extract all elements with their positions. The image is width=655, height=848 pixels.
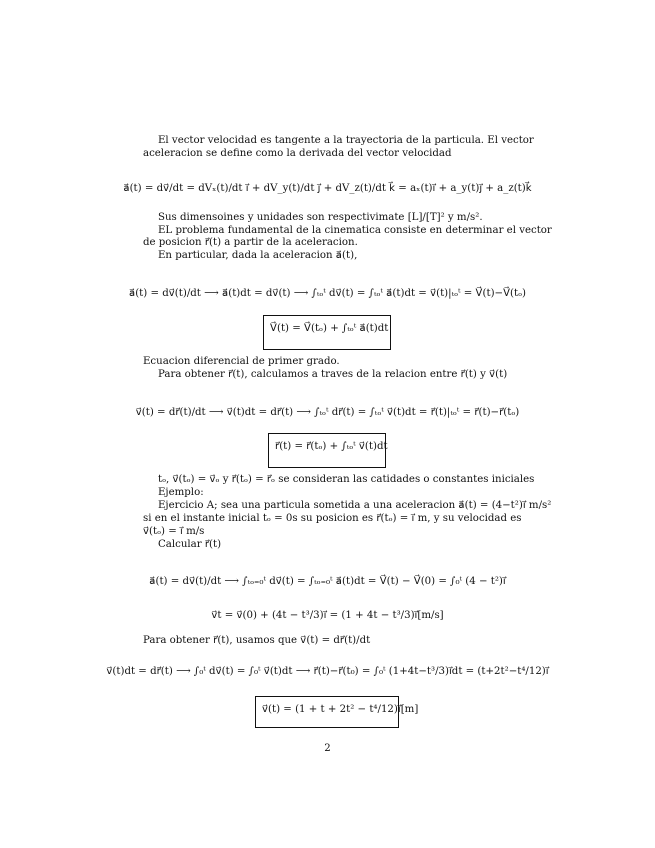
paragraph-line: de posicion r⃗(t) a partir de la aceleracion. [143,237,358,248]
paragraph-line: Para obtener r⃗(t), calculamos a traves de la relacion entre r⃗(t) y v⃗(t) [158,369,508,380]
page-number: 2 [324,743,331,754]
boxed-velocity-formula: V⃗(t) = V⃗(tₒ) + ∫ₜₒᵗ a⃗(t)dt [263,315,391,350]
paragraph-line: Ejemplo: [158,487,204,498]
equation-position-integral: v⃗(t) = dr⃗(t)/dt ⟶ v⃗(t)dt = dr⃗(t) ⟶ ∫ₜₒᵗ dr⃗(t) = ∫ₜₒᵗ v⃗(t)dt = r⃗(t)|ₜₒᵗ = r⃗(t)−r⃗(tₒ) [135,407,520,418]
paragraph-line: Sus dimensoines y unidades son respectivimate [L]/[T]² y m/s². [158,212,483,223]
paragraph-line: si en el instante inicial tₒ = 0s su posicion es r⃗(tₒ) = i⃗ m, y su velocidad es [143,513,522,524]
paragraph-line: aceleracion se define como la derivada del vector velocidad [143,148,452,159]
paragraph-line: Ecuacion diferencial de primer grado. [143,356,340,367]
equation-acceleration-definition: a⃗(t) = dv⃗/dt = dVₓ(t)/dt i⃗ + dV_y(t)/dt j⃗ + dV_z(t)/dt k⃗ = aₓ(t)i⃗ + a_y(t)j⃗ + a_z(t)k⃗ [123,183,532,194]
equation-velocity-integral: a⃗(t) = dv⃗(t)/dt ⟶ a⃗(t)dt = dv⃗(t) ⟶ ∫ₜₒᵗ dv⃗(t) = ∫ₜₒᵗ a⃗(t)dt = v⃗(t)|ₜₒᵗ = V⃗(t)−V⃗(tₒ) [128,288,527,299]
boxed-final-result: v⃗(t) = (1 + t + 2t² − t⁴/12)i⃗[m] [255,696,399,728]
paragraph-line: EL problema fundamental de la cinematica consiste en determinar el vector [158,225,552,236]
paragraph-line: v⃗(tₒ) = i⃗ m/s [143,526,205,537]
paragraph-line: Para obtener r⃗(t), usamos que v⃗(t) = dr⃗(t)/dt [143,635,371,646]
equation-example-1: a⃗(t) = dv⃗(t)/dt ⟶ ∫ₜₒ₌₀ᵗ dv⃗(t) = ∫ₜₒ₌₀ᵗ a⃗(t)dt = V⃗(t) − V⃗(0) = ∫₀ᵗ (4 − t²)i⃗ [149,576,506,587]
equation-example-3: v⃗(t)dt = dr⃗(t) ⟶ ∫₀ᵗ dv⃗(t) = ∫₀ᵗ v⃗(t)dt ⟶ r⃗(t)−r⃗(t₀) = ∫₀ᵗ (1+4t−t³/3)i⃗dt = (t+2t²−t⁴/12)i⃗ [106,666,549,677]
paragraph-line: En particular, dada la aceleracion a⃗(t), [158,250,358,261]
boxed-position-formula: r⃗(t) = r⃗(tₒ) + ∫ₜₒᵗ v⃗(t)dt [268,433,386,468]
paragraph-line: El vector velocidad es tangente a la trayectoria de la particula. El vector [158,135,534,146]
paragraph-line: tₒ, v⃗(tₒ) = v⃗ₒ y r⃗(tₒ) = r⃗ₒ se consideran las catidades o constantes iniciales [158,474,535,485]
paragraph-line: Calcular r⃗(t) [158,539,222,550]
paragraph-line: Ejercicio A; sea una particula sometida a una aceleracion a⃗(t) = (4−t²)i⃗ m/s² [158,500,552,511]
equation-example-2: v⃗t = v⃗(0) + (4t − t³/3)i⃗ = (1 + 4t − t³/3)i⃗[m/s] [211,610,444,621]
